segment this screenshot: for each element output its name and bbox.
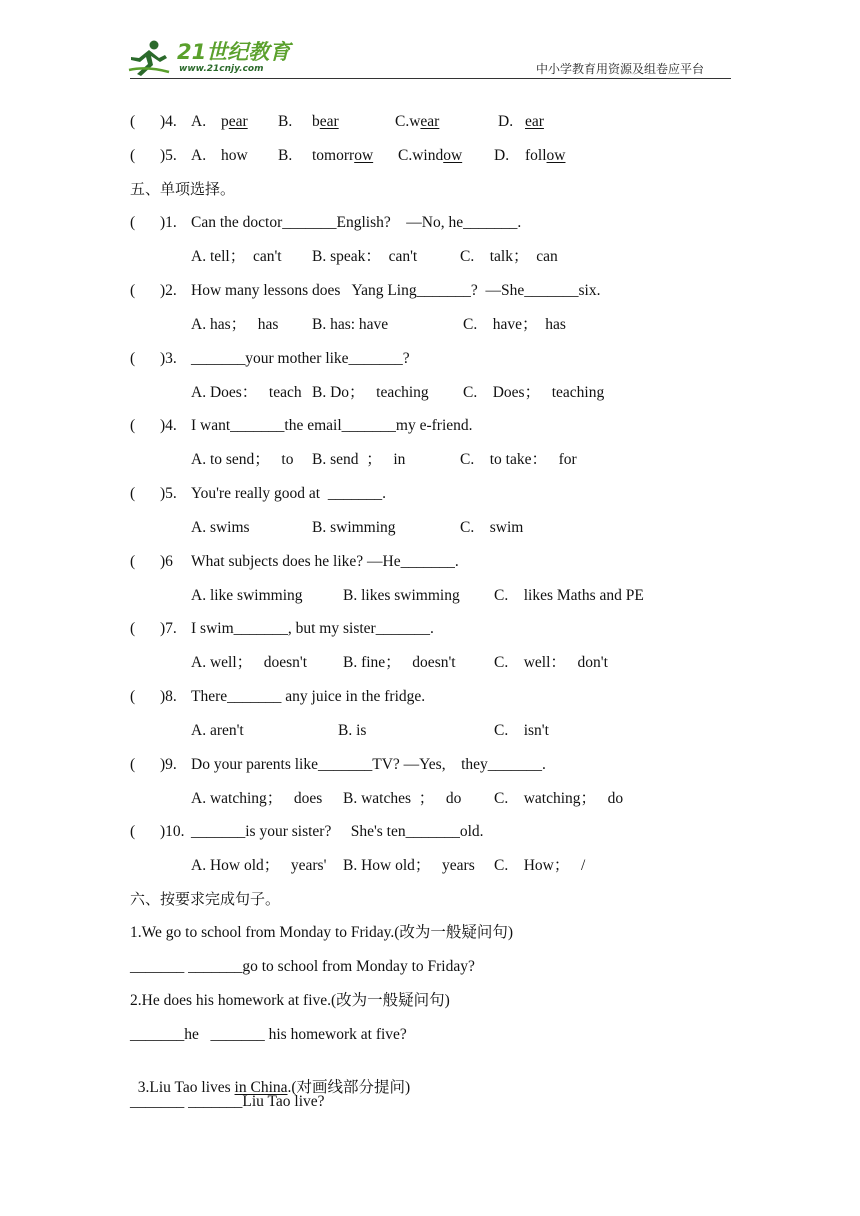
sentence-2-answer[interactable]: _______he _______ his homework at five? bbox=[130, 1026, 407, 1043]
option-b: B. likes swimming bbox=[343, 587, 460, 604]
option-c: C. swim bbox=[460, 519, 524, 536]
option-b-prefix: b bbox=[312, 113, 320, 130]
option-c: C. talk； can bbox=[460, 248, 558, 265]
site-label: 中小学教育用资源及组卷应平台 bbox=[536, 62, 705, 76]
option-a: A. bbox=[191, 147, 207, 164]
question-stem: Can the doctor_______English? —No, he_______. bbox=[191, 214, 522, 231]
option-c: C. to take： for bbox=[460, 451, 577, 468]
sentence-3-answer[interactable]: _______ _______Liu Tao live? bbox=[130, 1093, 325, 1110]
answer-paren[interactable]: ( bbox=[130, 113, 136, 130]
question-number: )7. bbox=[160, 620, 177, 637]
option-b: B. watches ； do bbox=[343, 790, 462, 807]
option-a-prefix: how bbox=[221, 147, 248, 164]
option-a: A. has； has bbox=[191, 316, 279, 333]
sentence-1-prompt: 1.We go to school from Monday to Friday.(改为一般疑问句) bbox=[130, 924, 514, 941]
question-stem: _______your mother like_______? bbox=[191, 350, 410, 367]
question-stem: I swim_______, but my sister_______. bbox=[191, 620, 434, 637]
question-stem: Do your parents like_______TV? —Yes, they_______. bbox=[191, 756, 546, 773]
option-c: C. isn't bbox=[494, 722, 549, 739]
question-stem: I want_______the email_______my e-friend. bbox=[191, 417, 473, 434]
option-a-prefix: p bbox=[221, 113, 229, 130]
option-b-underlined: ow bbox=[354, 147, 374, 164]
option-b-prefix: tomorr bbox=[312, 147, 355, 164]
option-c-prefix: C.w bbox=[395, 113, 421, 130]
answer-paren[interactable]: ( bbox=[130, 823, 136, 840]
option-b: B. Do； teaching bbox=[312, 384, 429, 401]
logo-text: 21世纪教育 bbox=[177, 40, 291, 64]
option-a: A. bbox=[191, 113, 207, 130]
question-number: )10. bbox=[160, 823, 185, 840]
question-stem: _______is your sister? She's ten_______old. bbox=[191, 823, 484, 840]
option-a: A. Does： teach bbox=[191, 384, 302, 401]
logo-url: www.21cnjy.com bbox=[179, 64, 264, 74]
option-c-underlined: ow bbox=[443, 147, 463, 164]
question-number: )4. bbox=[160, 113, 177, 130]
sentence-3-underlined: in China bbox=[234, 1079, 288, 1096]
option-a: A. aren't bbox=[191, 722, 244, 739]
question-number: )8. bbox=[160, 688, 177, 705]
option-b: B. has: have bbox=[312, 316, 389, 333]
option-d-underlined: ow bbox=[546, 147, 566, 164]
answer-paren[interactable]: ( bbox=[130, 214, 136, 231]
option-a: A. How old； years' bbox=[191, 857, 327, 874]
runner-icon bbox=[129, 41, 169, 77]
option-c: C. How； / bbox=[494, 857, 586, 874]
answer-paren[interactable]: ( bbox=[130, 688, 136, 705]
answer-paren[interactable]: ( bbox=[130, 553, 136, 570]
sentence-1-answer[interactable]: _______ _______go to school from Monday to Friday? bbox=[130, 958, 475, 975]
option-a: A. swims bbox=[191, 519, 250, 536]
option-b-underlined: ear bbox=[319, 113, 339, 130]
question-stem: There_______ any juice in the fridge. bbox=[191, 688, 426, 705]
question-stem: What subjects does he like? —He_______. bbox=[191, 553, 459, 570]
option-b: B. How old； years bbox=[343, 857, 475, 874]
option-c: C. likes Maths and PE bbox=[494, 587, 644, 604]
section-heading-5: 五、单项选择。 bbox=[130, 180, 236, 198]
site-logo bbox=[127, 36, 297, 78]
option-c: C. Does； teaching bbox=[463, 384, 605, 401]
sentence-3-pre: 3.Liu Tao lives bbox=[137, 1079, 235, 1096]
question-number: )5. bbox=[160, 147, 177, 164]
question-number: )3. bbox=[160, 350, 177, 367]
section-heading-6: 六、按要求完成句子。 bbox=[130, 890, 281, 908]
option-a: A. to send； to bbox=[191, 451, 294, 468]
option-a: A. tell； can't bbox=[191, 248, 282, 265]
option-b: B. speak： can't bbox=[312, 248, 418, 265]
option-a: A. like swimming bbox=[191, 587, 303, 604]
answer-paren[interactable]: ( bbox=[130, 756, 136, 773]
question-number: )1. bbox=[160, 214, 177, 231]
option-d: D. bbox=[498, 113, 514, 130]
option-b: B. send ； in bbox=[312, 451, 406, 468]
header-divider bbox=[130, 78, 731, 79]
question-number: )4. bbox=[160, 417, 177, 434]
option-d-prefix: foll bbox=[525, 147, 547, 164]
question-stem: How many lessons does Yang Ling_______? —She_______six. bbox=[191, 282, 601, 299]
question-number: )2. bbox=[160, 282, 177, 299]
option-c: C. well： don't bbox=[494, 654, 608, 671]
option-b: B. is bbox=[338, 722, 367, 739]
answer-paren[interactable]: ( bbox=[130, 147, 136, 164]
option-c: C. have； has bbox=[463, 316, 566, 333]
option-b: B. bbox=[278, 113, 293, 130]
answer-paren[interactable]: ( bbox=[130, 417, 136, 434]
option-c-underlined: ear bbox=[420, 113, 440, 130]
sentence-3-post: .(对画线部分提问) bbox=[287, 1079, 411, 1096]
question-number: )9. bbox=[160, 756, 177, 773]
sentence-2-prompt: 2.He does his homework at five.(改为一般疑问句) bbox=[130, 992, 450, 1009]
question-number: )5. bbox=[160, 485, 177, 502]
option-b: B. bbox=[278, 147, 293, 164]
answer-paren[interactable]: ( bbox=[130, 350, 136, 367]
question-number: )6 bbox=[160, 553, 173, 570]
option-a: A. well； doesn't bbox=[191, 654, 308, 671]
option-b: B. swimming bbox=[312, 519, 396, 536]
option-c: C. watching； do bbox=[494, 790, 624, 807]
answer-paren[interactable]: ( bbox=[130, 282, 136, 299]
option-a: A. watching； does bbox=[191, 790, 323, 807]
answer-paren[interactable]: ( bbox=[130, 620, 136, 637]
option-a-underlined: ear bbox=[228, 113, 248, 130]
option-b: B. fine； doesn't bbox=[343, 654, 456, 671]
question-stem: You're really good at _______. bbox=[191, 485, 386, 502]
option-d: D. bbox=[494, 147, 510, 164]
option-d-underlined: ear bbox=[525, 113, 544, 130]
answer-paren[interactable]: ( bbox=[130, 485, 136, 502]
option-c-prefix: C.wind bbox=[398, 147, 444, 164]
